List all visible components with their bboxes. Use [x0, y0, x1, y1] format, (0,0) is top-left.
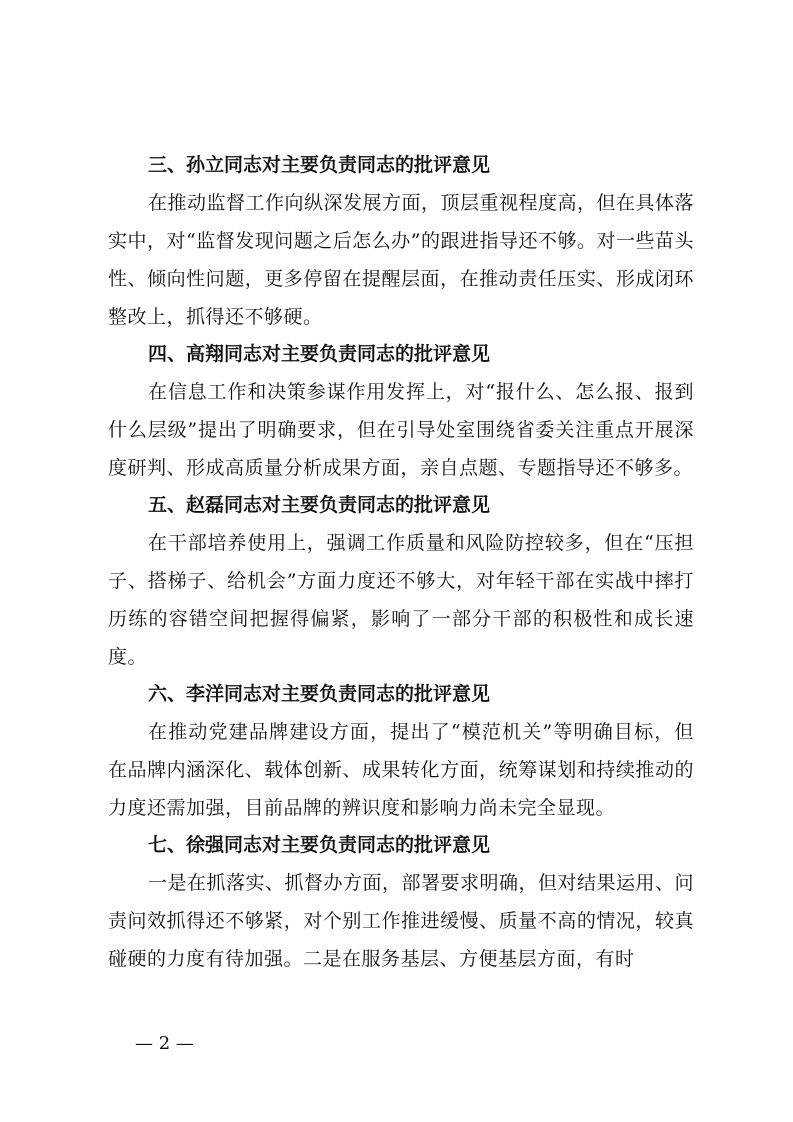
section-paragraph-3: 在推动监督工作向纵深发展方面，顶层重视程度高，但在具体落实中，对“监督发现问题之后怎么办”的跟进指导还不够。对一些苗头性、倾向性问题，更多停留在提醒层面，在推动责任压实、形成闭环整改上，抓得还不够硬。 [108, 192, 695, 328]
document-body [108, 147, 694, 978]
section-heading-6: 六、李洋同志对主要负责同志的批评意见 [148, 683, 491, 705]
section-paragraph-6: 在推动党建品牌建设方面，提出了“模范机关”等明确目标，但在品牌内涵深化、载体创新、成果转化方面，统筹谋划和持续推动的力度还需加强，目前品牌的辨识度和影响力尚未完全显现。 [108, 721, 694, 819]
section-paragraph-5: 在干部培养使用上，强调工作质量和风险防控较多，但在“压担子、搭梯子、给机会”方面力度还不够大，对年轻干部在实战中摔打历练的容错空间把握得偏紧，影响了一部分干部的积极性和成长速度。 [108, 532, 694, 668]
section-paragraph-4: 在信息工作和决策参谋作用发挥上，对“报什么、怎么报、报到什么层级”提出了明确要求，但在引导处室围绕省委关注重点开展深度研判、形成高质量分析成果方面，亲自点题、专题指导还不够多。 [108, 381, 694, 479]
section-paragraph-7: 一是在抓落实、抓督办方面，部署要求明确，但对结果运用、问责问效抓得还不够紧，对个别工作推进缓慢、质量不高的情况，较真碰硬的力度有待加强。二是在服务基层、方便基层方面，有时 [108, 872, 695, 970]
page-number: — 2 — [135, 1033, 194, 1054]
section-heading-4: 四、高翔同志对主要负责同志的批评意见 [148, 343, 491, 365]
section-heading-5: 五、赵磊同志对主要负责同志的批评意见 [148, 494, 491, 516]
section-heading-3: 三、孙立同志对主要负责同志的批评意见 [148, 154, 491, 176]
section-heading-7: 七、徐强同志对主要负责同志的批评意见 [148, 834, 491, 856]
